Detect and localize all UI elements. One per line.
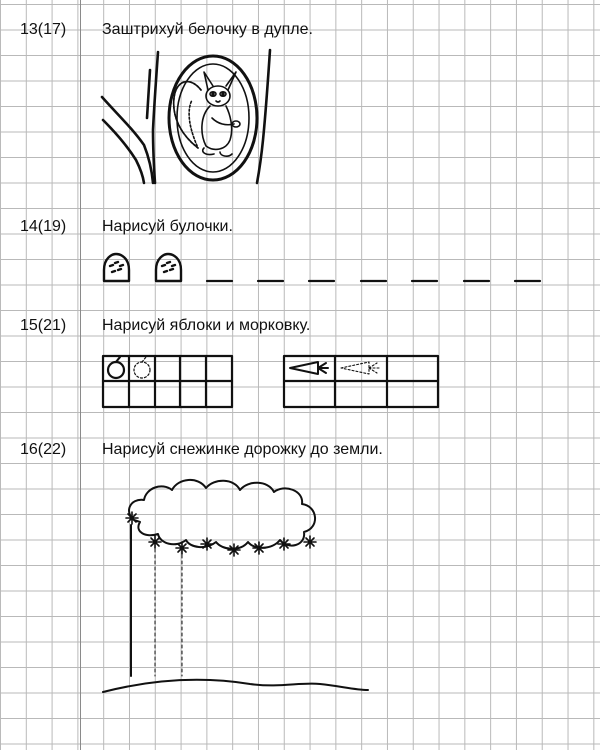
snowflake-icon [201, 538, 213, 550]
task-13-text: Заштрихуй белочку в дупле. [102, 21, 313, 38]
snowflake-path-dashed [155, 549, 182, 676]
task-14-text: Нарисуй булочки. [102, 218, 233, 235]
task-16-number: 16(22) [20, 441, 67, 458]
snowflake-icon [228, 544, 240, 556]
task-16-text: Нарисуй снежинке дорожку до земли. [102, 441, 383, 458]
squirrel-in-hollow-icon [174, 72, 240, 156]
carrot-icon [290, 362, 328, 374]
snowflake-icon [304, 536, 316, 548]
bun-icon [156, 254, 181, 281]
snowflake-icon [126, 512, 138, 524]
snowflake-icon [253, 542, 265, 554]
task-15-number: 15(21) [20, 317, 67, 334]
snowflake-icon [278, 538, 290, 550]
apple-dashed-icon [134, 357, 150, 378]
bun-icon [104, 254, 129, 281]
carrot-dashed-icon [341, 362, 379, 374]
apple-icon [108, 357, 124, 378]
task-13-number: 13(17) [20, 21, 67, 38]
ground-line [103, 680, 368, 692]
task-15-text: Нарисуй яблоки и морковку. [102, 317, 311, 334]
snowflake-icon [176, 542, 188, 554]
snowflake-icon [149, 536, 161, 548]
task-14-number: 14(19) [20, 218, 67, 235]
cloud-icon [129, 480, 315, 549]
